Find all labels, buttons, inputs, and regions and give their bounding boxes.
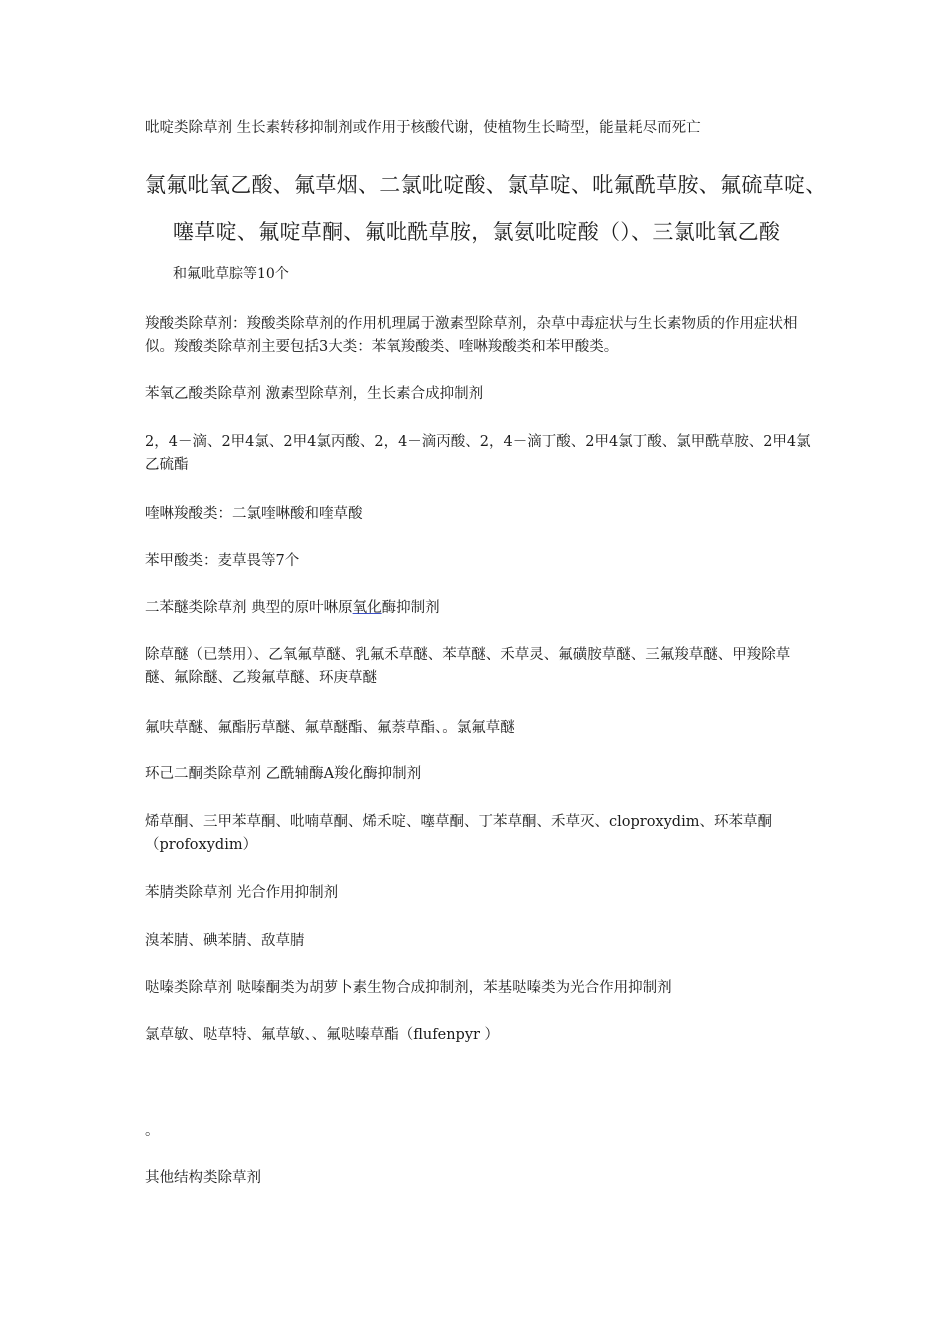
cyclohexanedione-list: 烯草酮、三甲苯草酮、吡喃草酮、烯禾啶、噻草酮、丁苯草酮、禾草灭、cloproxydim、环苯草酮（profoxydim）: [145, 814, 772, 853]
quinoline-line: 喹啉羧酸类：二氯喹啉酸和喹草酸: [145, 506, 363, 522]
phenoxy-list: 2，4－滴、2甲4氯、2甲4氯丙酸、2，4－滴丙酸、2，4－滴丁酸、2甲4氯丁酸、氯甲酰草胺、2甲4氯乙硫酯: [145, 434, 811, 473]
diphenyl-header: [145, 597, 815, 620]
diphenyl-header-text-a: 二苯醚类除草剂 典型的原叶啉原: [145, 600, 353, 616]
pyridazinone-header: 哒嗪类除草剂 哒嗪酮类为胡萝卜素生物合成抑制剂，苯基哒嗪类为光合作用抑制剂: [145, 980, 672, 996]
oxidation-link[interactable]: 氧化: [352, 600, 382, 616]
pyridine-list-line1: 氯氟吡氧乙酸、氟草烟、二氯吡啶酸、氯草啶、吡氟酰草胺、氟硫草啶、: [145, 173, 827, 197]
pyridazinone-list: 氯草敏、哒草特、氟草敏、、氟哒嗪草酯（flufenpyr ）: [145, 1027, 500, 1043]
diphenyl-list-2: 氟呋草醚、氟酯肟草醚、氟草醚酯、氟萘草酯、。氯氟草醚: [145, 720, 515, 736]
diphenyl-list-1: 除草醚（已禁用）、乙氧氟草醚、乳氟禾草醚、苯草醚、禾草灵、氟磺胺草醚、三氟羧草醚、甲羧除草醚、氟除醚、乙羧氟草醚、环庚草醚: [145, 647, 791, 686]
phenoxy-header: 苯氧乙酸类除草剂 激素型除草剂，生长素合成抑制剂: [145, 386, 484, 402]
pyridine-list-line2: 噻草啶、氟啶草酮、氟吡酰草胺，氯氨吡啶酸（）、三氯吡氧乙酸: [173, 220, 781, 244]
pyridine-list-line3: 和氟吡草腙等10个: [173, 266, 289, 282]
carboxylic-intro: 羧酸类除草剂：羧酸类除草剂的作用机理属于激素型除草剂，杂草中毒症状与生长素物质的作用症状相似。羧酸类除草剂主要包括3大类：苯氧羧酸类、喹啉羧酸类和苯甲酸类。: [145, 316, 798, 355]
nitrile-list: 溴苯腈、碘苯腈、敌草腈: [145, 933, 305, 949]
other-header: 其他结构类除草剂: [145, 1170, 261, 1186]
cyclohexanedione-header: 环己二酮类除草剂 乙酰辅酶A羧化酶抑制剂: [145, 766, 422, 782]
stray-dot: 。: [145, 1123, 160, 1139]
pyridine-header: 吡啶类除草剂 生长素转移抑制剂或作用于核酸代谢，使植物生长畸型，能量耗尽而死亡: [145, 120, 701, 136]
diphenyl-header-text-b: 酶抑制剂: [381, 600, 440, 616]
benzoic-line: 苯甲酸类：麦草畏等7个: [145, 553, 300, 569]
nitrile-header: 苯腈类除草剂 光合作用抑制剂: [145, 885, 339, 901]
